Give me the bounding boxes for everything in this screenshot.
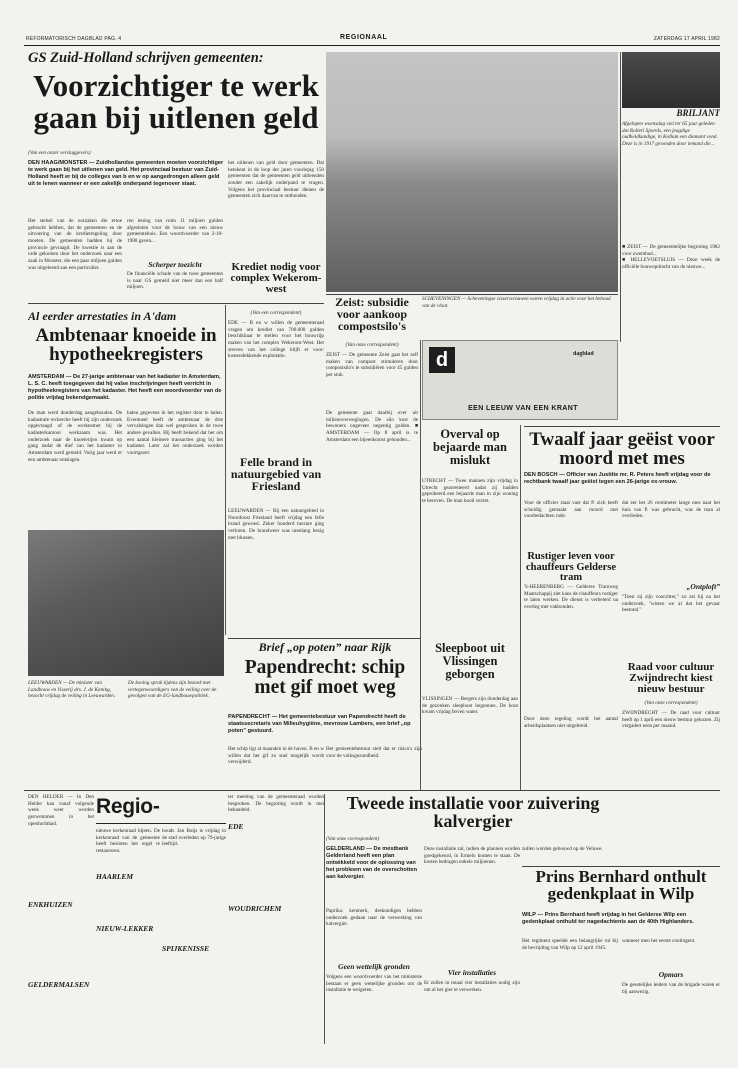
article1-lead: DEN HAAG/MONSTER — Zuidhollandse gemeenten moeten voorzichtiger te werk gaan bij het uitlenen van geld. Het provinciaal bestuur van Zuid-Holland heeft er bij de colleges van b en w op aangedrongen alleen geld uit te lenen wanneer er een zakelijk onderpand tegenover staat. <box>28 160 224 187</box>
regio-subhead-ede: EDE <box>228 822 244 831</box>
section-title: REGIONAAL <box>340 34 388 41</box>
column-rule <box>324 794 325 1044</box>
article10-body: ZWIJNDRECHT — De raad voor cultuur heeft op 1 april een nieuw bestuur gekozen. Zij vergadert eens per maand. <box>622 710 720 730</box>
regio-subhead-woudrichem: WOUDRICHEM <box>228 904 282 913</box>
article13-subhead: Opmars <box>658 970 684 979</box>
article6-headline: Overval op bejaarde man mislukt <box>433 428 507 467</box>
article12-body-col3: zullen worden gebouwd op de Veluwe. <box>522 846 603 852</box>
article3-headline: Krediet nodig voor complex Wekerom-west <box>230 262 322 296</box>
article7-body: Voor de officier staat vast dat P. zich heeft schuldig gemaakt aan moord met voorbedachten rade. <box>524 500 618 520</box>
article2-lead: AMSTERDAM — De 27-jarige ambtenaar van het kadaster in Amsterdam, L. S. C. heeft toegegeven dat hij valse inschrijvingen heeft verricht in hypotheekregisters van het kadaster. Het heeft een woordvoerder van de politie vrijdag bekendgemaakt. <box>28 374 222 401</box>
photo-minister <box>28 530 224 676</box>
ad-dagblad[interactable] <box>422 340 618 420</box>
article5-headline: Zeist: subsidie voor aankoop compostsilo's <box>335 296 409 334</box>
article12-body-col2b: Er zullen in totaal vier installaties nodig zijn om al het gier te verwerken. <box>424 980 520 993</box>
article1-byline: (Van een onzer verslaggevers) <box>28 150 91 156</box>
ad-name: dagblad <box>573 351 594 357</box>
masthead-date: ZATERDAG 17 APRIL 1982 <box>653 36 720 42</box>
article9-body: VLISSINGEN — Bergers zijn donderdag aan de gezonken sleepboot begonnen. De boot kwam vrijdag boven water. <box>422 696 518 716</box>
divider <box>524 426 720 427</box>
article1-headline: Voorzichtiger te werk gaan bij uitlenen geld <box>33 70 319 135</box>
caption-photo-minister: LEEUWARDEN — De minister van Landbouw en Visserij drs. J. de Koning, bezocht vrijdag de veiling in Leeuwarden. <box>28 680 116 700</box>
ad-slogan: EEN LEEUW VAN EEN KRANT <box>468 405 578 412</box>
caption-photo-crowd: SCHEVENINGEN — Scheveningse vissersvrouwen waren vrijdag in actie voor het behoud van de vloot. <box>422 296 611 309</box>
regio-col2: houdt. Jan Buijs is vrijdag in de stad overleden op 79-jarige leeftijd. <box>162 828 226 848</box>
photo-diamond <box>622 52 720 108</box>
brilliant-title: BRILJANT <box>676 108 720 118</box>
article12-lead: GELDERLAND — De mestbank Gelderland heeft een plan ontwikkeld voor de oplossing van het probleem van de overschotten aan kalvergier. <box>326 846 418 880</box>
article8-headline: Rustiger leven voor chauffeurs Gelderse tram <box>525 552 617 582</box>
photo-crowd <box>326 52 618 292</box>
article4-headline: Felle brand in natuurgebied van Friesland <box>230 456 322 494</box>
column-rule <box>420 340 421 790</box>
brilliant-notes: ■ ZEIST — De gemeentelijke begroting 1982 voor zwembad... ■ HELLEVOETSLUIS — Deze week de officiële bouwopdracht van de nieuwe... <box>622 244 720 270</box>
article6-body: UTRECHT — Twee mannen zijn vrijdag in Utrecht gearresteerd nadat zij hadden geprobeerd een bejaarde man in zijn woning te beroven. De man bood verzet. <box>422 478 518 504</box>
article13-lead: WILP — Prins Bernhard heeft vrijdag in het Gelderse Wilp een gedenkplaat onthuld ter nagedachtenis aan de 40th Highlanders. <box>522 912 694 925</box>
article7-body-col2: dat eer het 26 centimeter lange mes naar het huis van P. was gebracht, was de man al overleden. <box>622 500 720 520</box>
article1-kicker: GS Zuid-Holland schrijven gemeenten: <box>28 50 264 66</box>
article5-byline: (Van onze correspondent) <box>345 342 399 348</box>
column-rule <box>620 52 621 342</box>
article4-body: LEEUWARDEN — Bij een natuurgebied in Noordoost Friesland heeft vrijdag een felle brand gewoed. Zeker honderd hectare ging verloren. De brandweer was urenlang bezig met blussen. <box>228 508 324 541</box>
brilliant-text: Afgelopen woensdag viel ter 65 jaar geleden dat Rolleri Sjoerds, een jeugdige oudheidkundige, in Kollum een diamant vond. Deze is in 1917 gevonden door iemand die... <box>622 121 718 147</box>
article10-byline: (Van onze correspondent) <box>644 700 698 706</box>
article12-subhead2: Vier installaties <box>447 968 497 977</box>
column-rule <box>520 425 521 790</box>
article13-body-col3: De geestelijke leiders van de brigade waren er bij aanwezig. <box>622 982 720 995</box>
article1-body-col1: Het stelsel van de oorzaken die ertoe gebracht hebben, dat de gemeenten en de uitvoering van de kredietregeling door moeten. De gemeenten hadden bij de provincie gevraagd. De kwestie is aan de orde gekomen door het onderzoek naar een zaak in Monster, die een paar miljoen gulden was uitgeleend aan een particulier. <box>28 218 122 271</box>
article13-body-col1: Het regiment speelde een belangrijke rol bij de bevrijding van Wilp op 12 april 1945. <box>522 938 618 951</box>
article8-body-col2: "Toen zij zijn voorzitter," zo zei hij na het onderzoek, "wisten we al dat het gevaar bestond." <box>622 594 720 614</box>
masthead-left: REFORMATORISCH DAGBLAD PAG. 4 <box>26 36 122 42</box>
article11-headline: Papendrecht: schip met gif moet weg <box>244 658 406 698</box>
regio-col0: DEN HELDER — In Den Helder kan vanaf volgende week weer worden gezwommen in het openluchtbad. <box>28 794 94 827</box>
article8-body: 'S-HEERENBERG — Gelderse Tramweg Maatschappij ziet kans de chauffeurs rustiger te laten werken. De dienst is verbeterd na overleg met vakbonden. <box>524 584 618 610</box>
article13-body-col2: wanneer men het eerste contingent. <box>622 938 696 944</box>
article11-body-col1: Het schip ligt al maanden in de haven. B en w willen dat het gif zo snel mogelijk wordt verwijderd. <box>228 746 324 766</box>
article2-headline: Ambtenaar knoeide in hypotheekregisters <box>35 326 217 366</box>
article7-headline: Twaalf jaar geëist voor moord met mes <box>529 430 715 470</box>
regio-col1: nieuwe kerkenraad bijeen. De kerkenraad van de gemeente heeft besloten het orgel te restaureren. <box>96 828 160 854</box>
article3-byline: (Van een correspondent) <box>250 310 302 316</box>
article11-body-col2: Het gemeentebestuur stelt dat er risico's zijn voor de volksgezondheid. <box>326 746 422 759</box>
article2-body-col1: De man werd donderdag aangehouden. De kadastrale recherche heeft bij zijn onderzoek opgevraagd of de werknemer bij de kadasterkantoor werkzaam was. Het onderzoek naar de knoeierijen kwam op gang nadat de dief van het kadaster in Amsterdam werd gemeld. Vorig jaar werd er een ambtenaar ontslagen. <box>28 410 122 463</box>
regio-subhead-enkhuizen: ENKHUIZEN <box>28 900 73 909</box>
article8-body-col3: Door deze regeling wordt het aantal arbeidsplaatsen niet uitgebreid. <box>524 716 618 729</box>
masthead-rule <box>24 45 720 46</box>
article9-headline: Sleepboot uit Vlissingen geborgen <box>435 642 505 681</box>
article5-body-col2: De gemeente gaat daarbij over uit milieuoverwegingen. De silo kost de bewoners ongeveer negentig gulden. ■ AMSTERDAM — Op 8 april is te Amsterdam een bijeenkomst gehouden... <box>326 410 418 443</box>
article1-body-col4: het uitlenen van geld door gemeenten. Dat betekent in de loop der jaren voorlopig 150 gemeenten dat de gemeenten geld uitleenden zonder een zakelijk onderpand te vragen. Volgens het provinciaal bestuur dienen de gemeenten zich daarvan te onthouden. <box>228 160 324 200</box>
article11-kicker: Brief „op poten” naar Rijk <box>258 640 392 654</box>
article13-headline: Prins Bernhard onthult gedenkplaat in Wilp <box>535 868 707 904</box>
article10-headline: Raad voor cultuur Zwijndrecht kiest nieuw bestuur <box>627 662 715 696</box>
article3-body: EDE — B en w willen de gemeenteraad vragen om krediet van 700.000 gulden beschikbaar te stellen voor het bouwrijp maken van het complex Wekerom-West. Het streven van het college blijft er voor: kostendekkende exploitatie. <box>228 320 324 360</box>
article12-headline: Tweede installatie voor zuivering kalvergier <box>346 794 600 832</box>
article12-body-col2: Deze installatie zal, indien de plannen worden goedgekeurd, in Ermelo komen te staan. De kosten bedragen enkele miljoenen. <box>424 846 520 866</box>
divider <box>522 866 720 867</box>
article1-subhead: Scherper toezicht <box>148 260 202 269</box>
article12-subhead1: Geen wettelijk gronden <box>338 962 410 971</box>
regio-subhead-spijkenisse: SPIJKENISSE <box>162 944 210 953</box>
article12-body-col1: Paprika: kenmerk, deskundigen hebben onderzoek gedaan naar de verwerking van kalvergier. <box>326 908 422 928</box>
article1-body-col2: ren lening van ruim 11 miljoen gulden afgesloten voor de bouw van een nieuw gemeentehuis. Een woordvoerder van 2-10-1980 gaven... <box>127 218 223 244</box>
article2-body-col2: halen gegevens in het register door te halen. Eventueel heeft de ambtenaar de drie vervalsingen dan wel gesproken in de twee andere gevallen. Hij heeft bekend dat het om een aantal kleinere transacties ging bij het kadaster. Later zal het onderzoek worden voortgezet. <box>127 410 223 456</box>
regio-title: Regio- <box>96 790 226 824</box>
article2-kicker: Al eerder arrestaties in A'dam <box>28 309 177 323</box>
column-rule <box>225 305 226 635</box>
regio-subhead-geldermalsen: GELDERMALSEN <box>28 980 90 989</box>
regio-subhead-nieuwlekker: NIEUW-LEKKER <box>96 924 154 933</box>
divider <box>228 638 420 639</box>
regio-col3: ter meeting van de gemeenteraad worden besproken. De begroting wordt in mei behandeld. <box>228 794 324 814</box>
divider <box>326 294 618 295</box>
article7-lead: DEN BOSCH — Officier van Justitie mr. R. Peters heeft vrijdag voor de rechtbank twaalf jaar geëist tegen een 26-jarige ex-vrouw. <box>524 472 711 485</box>
article8-subhead: „Ontploft” <box>686 582 720 591</box>
article12-body-col1b: Volgens een woordvoerder van het ministerie bestaan er geen wettelijke gronden om de installatie te weigeren. <box>326 974 422 994</box>
article11-lead: PAPENDRECHT — Het gemeentebestuur van Papendrecht heeft de staatssecretaris van Milieuhygiëne, mevrouw Lambers, een brief „op poten” gestuurd. <box>228 714 411 734</box>
ad-logo: d <box>429 347 455 373</box>
caption-photo-minister-2: De koning sprak tijdens zijn bezoek met vertegenwoordigers van de veiling over de gevolgen van de EG-landbouwpolitiek. <box>128 680 217 700</box>
article1-body-col3: De financiële schade van de twee gemeenten is naar GS gemeld niet meer dan een half miljoen. <box>127 271 223 291</box>
article12-byline: (Van onze correspondent) <box>326 836 380 842</box>
article5-body: ZEIST — De gemeente Zeist gaat het zelf maken van compost stimuleren door compostsilo's te subsidiëren voor 45 gulden per stuk. <box>326 352 418 378</box>
regio-subhead-haarlem: HAARLEM <box>96 872 134 881</box>
